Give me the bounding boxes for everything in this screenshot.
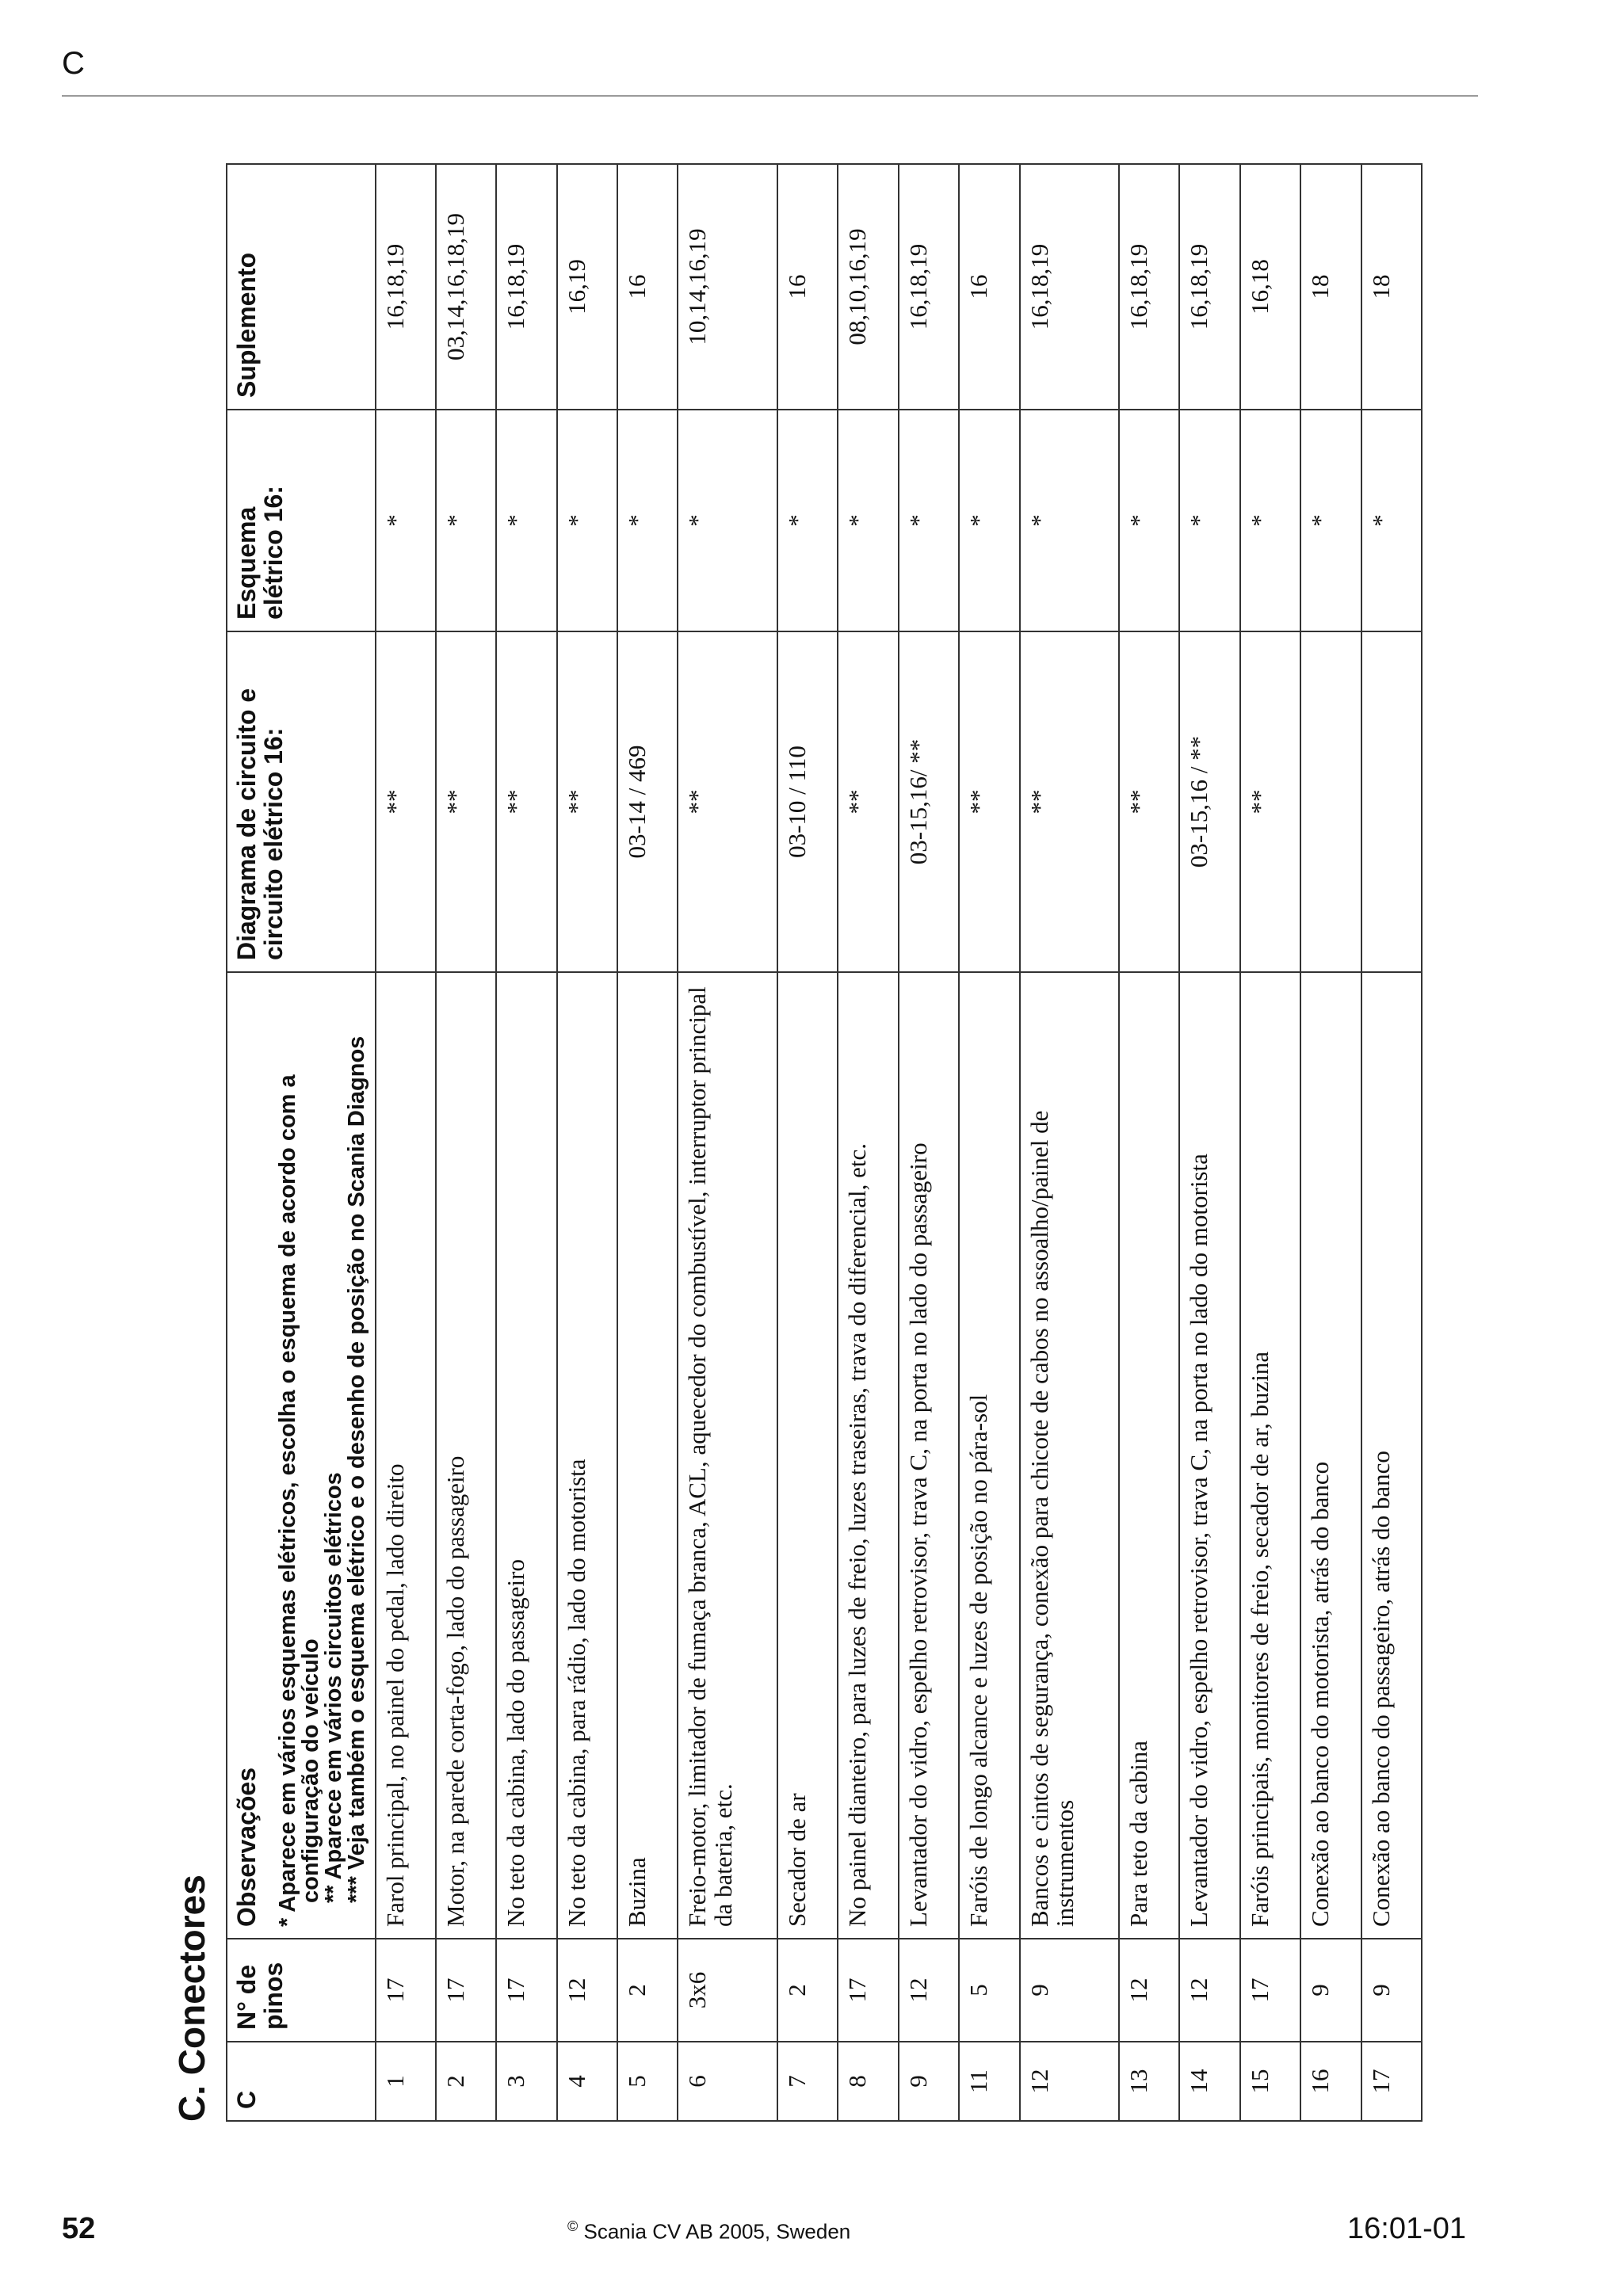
cell-c: 2 [436,2042,496,2121]
cell-diagram: ** [1240,631,1300,972]
cell-c: 8 [838,2042,898,2121]
cell-diagram: 03-10 / 110 [777,631,838,972]
cell-pins: 2 [617,1939,678,2042]
cell-observation: Buzina [617,972,678,1939]
cell-supplement: 16,19 [557,164,617,410]
copyright-text: Scania CV AB 2005, Sweden [578,2219,851,2244]
cell-observation: Conexão ao banco do passageiro, atrás do banco [1361,972,1422,1939]
cell-observation: Faróis principais, monitores de freio, secador de ar, buzina [1240,972,1300,1939]
table-row [1119,164,1179,2121]
cell-scheme: * [436,410,496,631]
page-number: 52 [62,2212,96,2245]
table-row [557,164,617,2121]
cell-c: 17 [1361,2042,1422,2121]
table-row [1179,164,1239,2121]
rotated-content [170,127,1565,2147]
col-header-observations [227,972,376,1939]
cell-scheme: * [777,410,838,631]
col-header-scheme: Esquema elétrico 16: [227,410,376,631]
cell-scheme: * [959,410,1019,631]
cell-supplement: 16,18,19 [1119,164,1179,410]
cell-pins: 17 [838,1939,898,2042]
cell-diagram: 03-15,16/ ** [899,631,959,972]
cell-diagram: 03-15,16 / ** [1179,631,1239,972]
cell-c: 4 [557,2042,617,2121]
cell-observation: Levantador do vidro, espelho retrovisor, trava C, na porta no lado do passageiro [899,972,959,1939]
cell-supplement: 16,18,19 [496,164,556,410]
cell-pins: 2 [777,1939,838,2042]
table-row [496,164,556,2121]
cell-pins: 5 [959,1939,1019,2042]
table-row [617,164,678,2121]
cell-c: 11 [959,2042,1019,2121]
table-row [678,164,777,2121]
cell-supplement: 16,18,19 [376,164,436,410]
table-row [376,164,436,2121]
header-divider [62,95,1478,97]
cell-observation: Faróis de longo alcance e luzes de posição no pára-sol [959,972,1019,1939]
cell-pins: 9 [1300,1939,1361,2042]
cell-supplement: 16,18,19 [1179,164,1239,410]
cell-scheme: * [1300,410,1361,631]
page-title: C. Conectores [171,1875,212,2122]
cell-scheme: * [1119,410,1179,631]
cell-pins: 17 [376,1939,436,2042]
cell-observation: Freio-motor, limitador de fumaça branca, ACL, aquecedor do combustível, interruptor principal da bateria, etc. [678,972,777,1939]
cell-scheme: * [899,410,959,631]
cell-scheme: * [1240,410,1300,631]
copyright [567,2218,850,2245]
cell-observation: Bancos e cintos de segurança, conexão para chicote de cabos no assoalho/painel de instrumentos [1020,972,1120,1939]
copyright-symbol: © [567,2218,579,2234]
table-body [376,164,1422,2121]
cell-supplement: 16 [959,164,1019,410]
table-row [959,164,1019,2121]
cell-diagram: ** [678,631,777,972]
cell-supplement: 16 [777,164,838,410]
cell-diagram: 03-14 / 469 [617,631,678,972]
cell-pins: 12 [1119,1939,1179,2042]
cell-scheme: * [617,410,678,631]
note-1b: configuração do veículo [297,1638,323,1903]
note-2: ** Aparece em vários circuitos elétricos [320,1472,346,1903]
cell-observation: Motor, na parede corta-fogo, lado do passageiro [436,972,496,1939]
cell-c: 1 [376,2042,436,2121]
table-row [1020,164,1120,2121]
cell-diagram: ** [496,631,556,972]
table-row [899,164,959,2121]
cell-observation: Farol principal, no painel do pedal, lado direito [376,972,436,1939]
cell-c: 6 [678,2042,777,2121]
header-letter: C [62,46,85,81]
cell-observation: Levantador do vidro, espelho retrovisor, trava C, na porta no lado do motorista [1179,972,1239,1939]
cell-c: 5 [617,2042,678,2121]
cell-observation: Conexão ao banco do motorista, atrás do banco [1300,972,1361,1939]
cell-supplement: 16,18 [1240,164,1300,410]
table-row [1240,164,1300,2121]
header-notes [274,984,369,1927]
cell-diagram: ** [838,631,898,972]
cell-diagram: ** [376,631,436,972]
cell-supplement: 03,14,16,18,19 [436,164,496,410]
cell-supplement: 18 [1361,164,1422,410]
table-row [1361,164,1422,2121]
cell-c: 13 [1119,2042,1179,2121]
col-header-diagram: Diagrama de circuito e circuito elétrico 16: [227,631,376,972]
cell-pins: 12 [557,1939,617,2042]
cell-scheme: * [678,410,777,631]
document-code: 16:01-01 [1347,2212,1467,2245]
col-header-obs-label: Observações [232,1767,261,1927]
cell-pins: 9 [1020,1939,1120,2042]
cell-diagram: ** [436,631,496,972]
table-row [1300,164,1361,2121]
col-header-c: C [227,2042,376,2121]
cell-c: 15 [1240,2042,1300,2121]
cell-c: 7 [777,2042,838,2121]
cell-pins: 17 [496,1939,556,2042]
cell-diagram: ** [1119,631,1179,972]
cell-pins: 17 [436,1939,496,2042]
cell-supplement: 10,14,16,19 [678,164,777,410]
cell-supplement: 16,18,19 [899,164,959,410]
cell-c: 14 [1179,2042,1239,2121]
cell-observation: No teto da cabina, para rádio, lado do motorista [557,972,617,1939]
table-header-row [227,164,376,2121]
cell-scheme: * [1361,410,1422,631]
cell-pins: 9 [1361,1939,1422,2042]
cell-scheme: * [557,410,617,631]
cell-supplement: 16 [617,164,678,410]
cell-scheme: * [376,410,436,631]
cell-diagram: ** [959,631,1019,972]
col-header-supplement: Suplemento [227,164,376,410]
cell-c: 9 [899,2042,959,2121]
cell-c: 3 [496,2042,556,2121]
connectors-table [226,163,1423,2122]
col-header-pins: N° de pinos [227,1939,376,2042]
cell-scheme: * [1179,410,1239,631]
cell-supplement: 18 [1300,164,1361,410]
cell-c: 12 [1020,2042,1120,2121]
cell-scheme: * [838,410,898,631]
cell-supplement: 16,18,19 [1020,164,1120,410]
cell-pins: 17 [1240,1939,1300,2042]
table-row [777,164,838,2121]
cell-pins: 3x6 [678,1939,777,2042]
cell-supplement: 08,10,16,19 [838,164,898,410]
cell-diagram: ** [1020,631,1120,972]
cell-observation: Secador de ar [777,972,838,1939]
cell-scheme: * [496,410,556,631]
cell-observation: No teto da cabina, lado do passageiro [496,972,556,1939]
cell-diagram [1361,631,1422,972]
cell-pins: 12 [899,1939,959,2042]
cell-pins: 12 [1179,1939,1239,2042]
table-row [838,164,898,2121]
note-1a: * Aparece em vários esquemas elétricos, escolha o esquema de acordo com a [274,1074,300,1927]
cell-observation: No painel dianteiro, para luzes de freio, luzes traseiras, trava do diferencial, etc. [838,972,898,1939]
cell-diagram [1300,631,1361,972]
note-3: *** Veja também o esquema elétrico e o desenho de posição no Scania Diagnos [343,1035,369,1903]
cell-scheme: * [1020,410,1120,631]
cell-c: 16 [1300,2042,1361,2121]
table-row [436,164,496,2121]
cell-observation: Para teto da cabina [1119,972,1179,1939]
cell-diagram: ** [557,631,617,972]
